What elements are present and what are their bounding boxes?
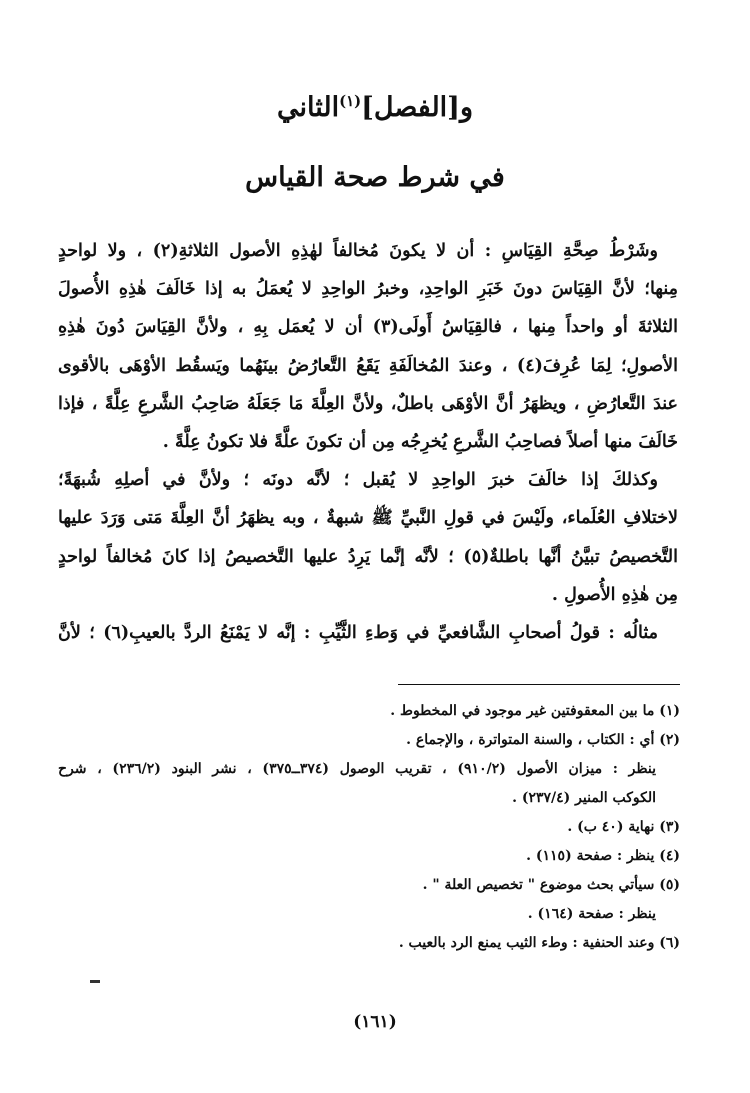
text-line: عندَ التَّعارُضِ ، ويظهَرُ أنَّ الأوْهَى باطلٌ، ولأنَّ العِلَّةَ مَا جَعَلَهُ صَاحِبُ الشَّرعِ عِلَّةً ، فإذا (58, 393, 678, 414)
footnote-line: (٢) أي : الكتاب ، والسنة المتواترة ، والإجماع . (406, 732, 680, 748)
footnote-line: الكوكب المنير (٢٣٧/٤) . (512, 790, 656, 806)
text-line: الثلاثةَ أو واحداً مِنها ، فالقِيَاسُ أَولَى(٣) أن لا يُعمَل بِهِ ، ولأنَّ القِيَاسَ دُونَ هٰذِهِ (58, 317, 678, 338)
chapter-title-text: و[الفصل] (361, 92, 473, 123)
text-line: مثالُه : قولُ أصحابِ الشَّافعيِّ في وَطءِ الثَّيِّبِ : إنَّه لا يَمْنَعُ الردَّ بالعيبِ(٦) ؛ لأنَّ (58, 622, 658, 643)
text-line: وشَرْطُ صِحَّةِ القِيَاسِ : أن لا يكونَ مُخالفاً لهٰذِهِ الأصول الثلاثةِ(٢) ، ولا لواحدٍ (58, 241, 658, 261)
text-line: التَّخصيصُ تبيَّنُ أنَّها باطلةٌ(٥) ؛ لأنَّه إنَّما يَرِدُ عليها التَّخصيصُ إذا كانَ مُخالفاً لواحدٍ (58, 546, 678, 567)
text-line: مِنها؛ لأنَّ القِيَاسَ دونَ خَبَرِ الواحِدِ، وخبرُ الواحِدِ لا يُعمَلُ به إذا خَالَفَ هٰذِهِ الأُصولَ (58, 279, 678, 300)
chapter-title (0, 88, 750, 128)
text-line: خَالَفَ منها أصلاً فصاحِبُ الشَّرعِ يُخرِجُه مِن أن تكونَ علَّةً فلا تكونُ عِلَّةً . (162, 431, 678, 452)
footnote-line: (٦) وعند الحنفية : وطء الثيب يمنع الرد بالعيب . (398, 935, 680, 951)
footnote-line: ينظر : صفحة (١٦٤) . (527, 906, 656, 922)
text-line: لاختلافِ العُلَماء، ولَيْسَ في قولِ النَّبيِّ ﷺ شبهةٌ ، وبه يظهَرُ أنَّ العِلَّةَ مَتى وَرَدَ عليها (58, 508, 678, 529)
chapter-footnote-ref: (١) (339, 92, 362, 110)
footnote-line: (١) ما بين المعقوفتين غير موجود في المخطوط . (390, 703, 680, 719)
footnotes (58, 697, 680, 958)
footnote-line: (٥) سيأتي بحث موضوع " تخصيص العلة " . (422, 877, 680, 893)
footnote-line: ينظر : ميزان الأصول (٩١٠/٢) ، تقريب الوصول (٣٧٤ــ٣٧٥) ، نشر البنود (٢٣٦/٢) ، شرح (58, 761, 656, 777)
footnote-divider (398, 684, 680, 685)
chapter-name: الثاني (276, 92, 340, 123)
text-line: وكذلكَ إذا خالَفَ خبرَ الواحِدِ لا يُقبل ؛ لأنَّه دونَه ؛ ولأنَّ في أصلِهِ شُبهَةً؛ (58, 470, 658, 491)
footnote-line: (٣) نهاية (٤٠ ب) . (567, 819, 680, 835)
text-line: مِن هٰذِهِ الأُصولِ . (551, 584, 678, 605)
main-text (58, 232, 678, 652)
margin-mark (90, 980, 100, 983)
page-number: (١٦١) (353, 1012, 397, 1032)
footnote-line: (٤) ينظر : صفحة (١١٥) . (526, 848, 680, 864)
chapter-subtitle: في شرط صحة القياس (245, 162, 505, 193)
text-line: الأصولِ؛ لِمَا عُرِفَ(٤) ، وعندَ المُخالَفَةِ يَقَعُ التَّعارُضُ بينَهُما ويَسقُط الأوْهَى بالأقوى (58, 355, 678, 376)
